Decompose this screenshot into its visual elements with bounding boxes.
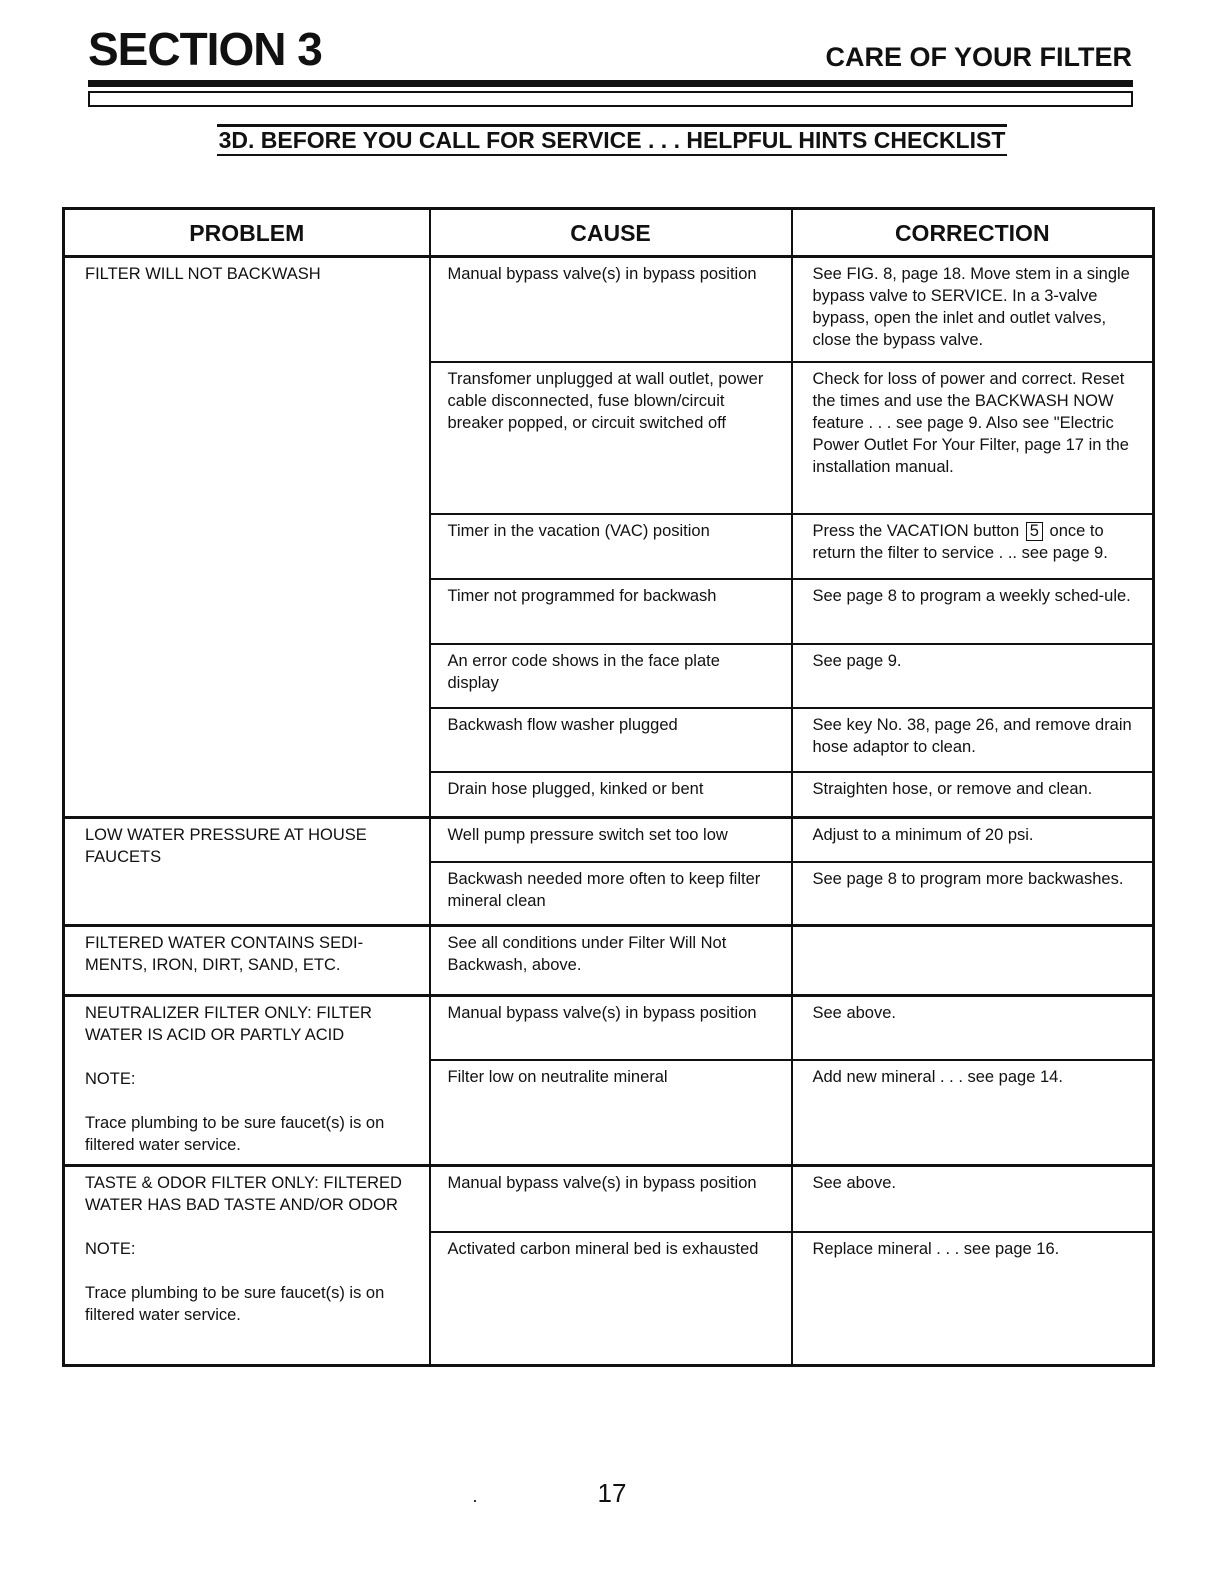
cause-cell: Activated carbon mineral bed is exhausted — [430, 1232, 792, 1366]
note-label: NOTE: — [85, 1240, 136, 1258]
cause-cell: Manual bypass valve(s) in bypass position — [430, 1166, 792, 1232]
correction-text: once to return the filter to service . .. see page 9. — [812, 521, 1108, 562]
section-heading: SECTION 3 — [88, 23, 322, 75]
table-row — [64, 818, 1154, 862]
note-text: Trace plumbing to be sure faucet(s) is on filtered water service. — [85, 1284, 385, 1324]
cause-cell: Timer in the vacation (VAC) position — [430, 514, 792, 579]
cause-cell: Drain hose plugged, kinked or bent — [430, 772, 792, 818]
correction-text: Press the VACATION button — [812, 521, 1020, 540]
cause-cell: Manual bypass valve(s) in bypass position — [430, 996, 792, 1061]
problem-text: TASTE & ODOR FILTER ONLY: FILTERED WATER HAS BAD TASTE AND/OR ODOR — [85, 1174, 402, 1214]
correction-cell — [792, 926, 1154, 996]
problem-text: FILTER WILL NOT BACKWASH — [85, 265, 321, 283]
correction-cell: See page 8 to program a weekly sched-ule. — [792, 579, 1154, 644]
problem-cell — [64, 996, 430, 1166]
correction-cell: Check for loss of power and correct. Reset the times and use the BACKWASH NOW feature . . . see page 9. Also see "Electric Power Outlet For Your Filter, page 17 in the installation manual. — [792, 362, 1154, 514]
cause-cell: Well pump pressure switch set too low — [430, 818, 792, 862]
table-row — [64, 926, 1154, 996]
header-rule — [88, 80, 1133, 87]
service-checklist-table — [62, 207, 1155, 1367]
table-row — [64, 257, 1154, 362]
chapter-title: CARE OF YOUR FILTER — [825, 42, 1132, 72]
cause-cell: Filter low on neutralite mineral — [430, 1060, 792, 1165]
table-row — [64, 1166, 1154, 1232]
correction-cell: See above. — [792, 996, 1154, 1061]
cause-cell: See all conditions under Filter Will Not Backwash, above. — [430, 926, 792, 996]
page-number: 17 — [597, 1478, 627, 1508]
subtitle-text: 3D. BEFORE YOU CALL FOR SERVICE . . . HELPFUL HINTS CHECKLIST — [217, 124, 1008, 156]
cause-cell: Backwash needed more often to keep filter mineral clean — [430, 862, 792, 926]
correction-cell: See above. — [792, 1166, 1154, 1232]
cause-cell: Transfomer unplugged at wall outlet, power cable disconnected, fuse blown/circuit breaker popped, or circuit switched off — [430, 362, 792, 514]
problem-text: FILTERED WATER CONTAINS SEDI-MENTS, IRON, DIRT, SAND, ETC. — [85, 934, 364, 974]
correction-cell — [792, 514, 1154, 579]
cause-cell: Timer not programmed for backwash — [430, 579, 792, 644]
correction-cell: See page 9. — [792, 644, 1154, 708]
column-header-correction: CORRECTION — [792, 209, 1154, 257]
correction-cell: See key No. 38, page 26, and remove drain hose adaptor to clean. — [792, 708, 1154, 772]
correction-cell: Replace mineral . . . see page 16. — [792, 1232, 1154, 1366]
column-header-problem: PROBLEM — [64, 209, 430, 257]
problem-text: NEUTRALIZER FILTER ONLY: FILTER WATER IS ACID OR PARTLY ACID — [85, 1004, 372, 1044]
page-subtitle — [0, 127, 1224, 154]
cause-cell: Backwash flow washer plugged — [430, 708, 792, 772]
correction-cell: Straighten hose, or remove and clean. — [792, 772, 1154, 818]
problem-cell — [64, 1166, 430, 1366]
header-rule-box — [88, 91, 1133, 107]
problem-text: LOW WATER PRESSURE AT HOUSE FAUCETS — [85, 826, 367, 866]
correction-cell: Adjust to a minimum of 20 psi. — [792, 818, 1154, 862]
correction-cell: See page 8 to program more backwashes. — [792, 862, 1154, 926]
correction-cell: Add new mineral . . . see page 14. — [792, 1060, 1154, 1165]
note-label: NOTE: — [85, 1070, 136, 1088]
correction-cell: See FIG. 8, page 18. Move stem in a single bypass valve to SERVICE. In a 3-valve bypass, open the inlet and outlet valves, close the bypass valve. — [792, 257, 1154, 362]
cause-cell: Manual bypass valve(s) in bypass position — [430, 257, 792, 362]
vacation-key-box: 5 — [1026, 522, 1043, 541]
table-row — [64, 996, 1154, 1061]
note-text: Trace plumbing to be sure faucet(s) is on filtered water service. — [85, 1114, 385, 1154]
problem-cell — [64, 818, 430, 926]
column-header-cause: CAUSE — [430, 209, 792, 257]
cause-cell: An error code shows in the face plate display — [430, 644, 792, 708]
problem-cell — [64, 926, 430, 996]
table-header-row — [64, 209, 1154, 257]
problem-cell — [64, 257, 430, 818]
